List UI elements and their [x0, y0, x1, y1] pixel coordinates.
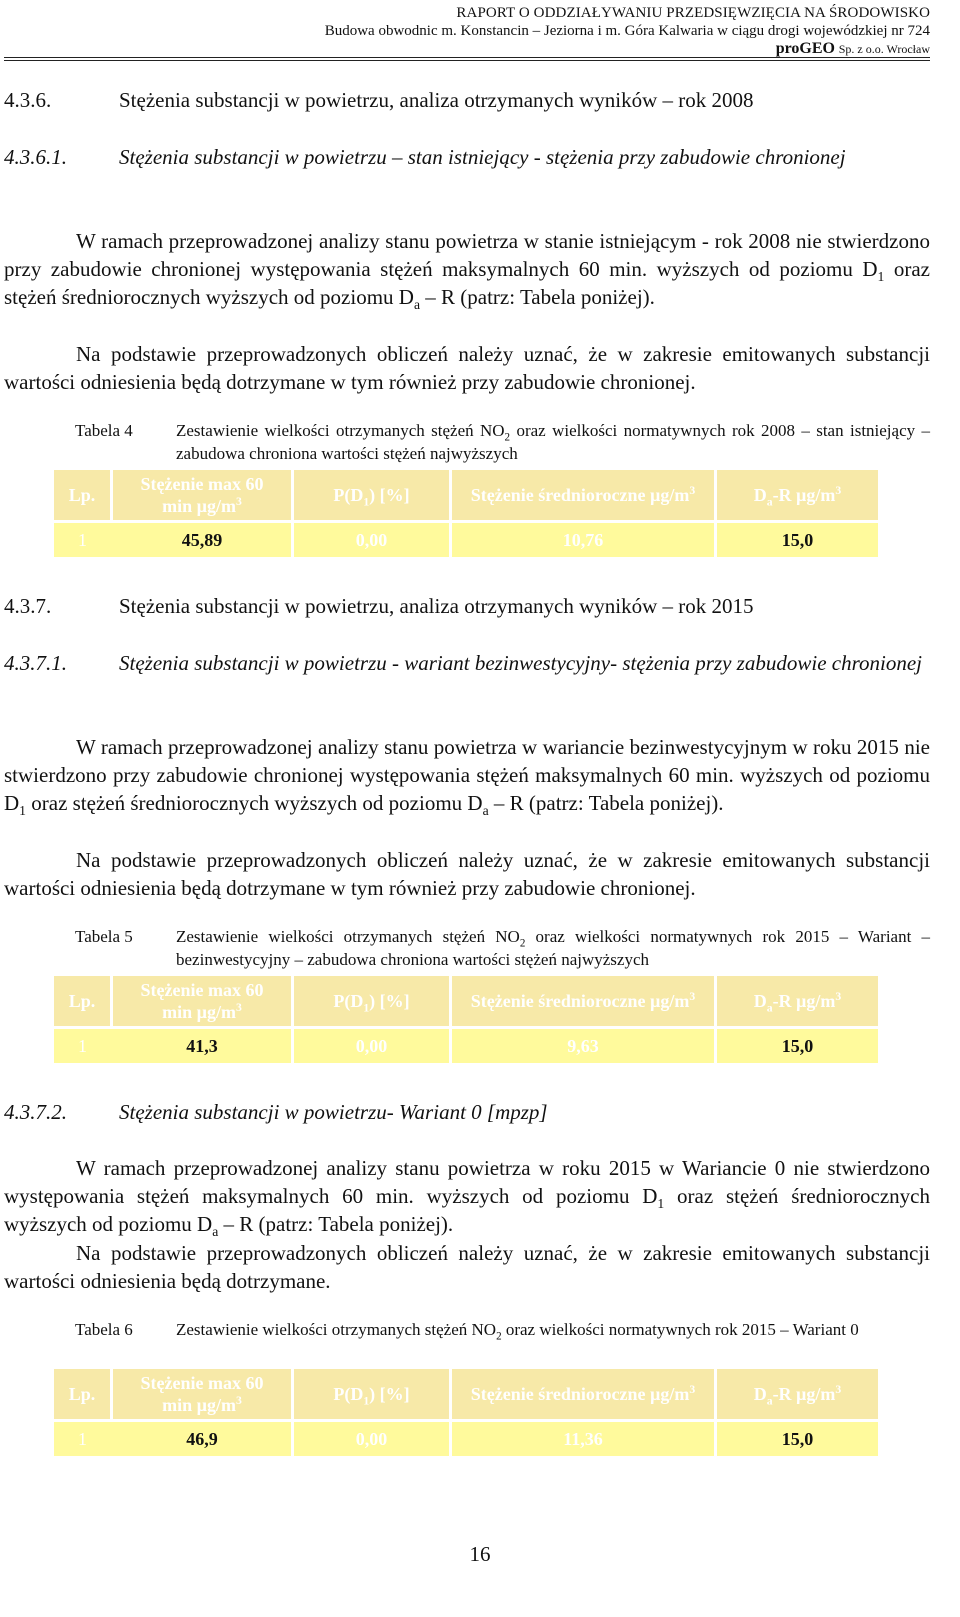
cell-annual: 11,36	[452, 1422, 714, 1456]
subsection-number: 4.3.6.1.	[4, 145, 67, 169]
col-lp: Lp.	[54, 1369, 110, 1419]
report-title: RAPORT O ODDZIAŁYWANIU PRZEDSIĘWZIĘCIA NA ŚRODOWISKO	[456, 5, 930, 21]
col-annual: Stężenie średnioroczne $\mu g/m^3$	[452, 1369, 714, 1419]
report-header	[230, 4, 930, 58]
cell-lp: 1	[54, 1029, 134, 1063]
paragraph: W ramach przeprowadzonej analizy stanu powietrza w stanie istniejącym - rok 2008 nie stwierdzono przy zabudowie chronionej występowania stężeń maksymalnych 60 min. wyższych od poziomu $D_1$ oraz stężeń średniorocznych wyższych od poziomu $D_a$ – R (patrz: Tabela poniżej).	[4, 229, 930, 313]
col-max60: Stężenie max 60 $\min \mu g/m^3$	[113, 470, 291, 520]
cell-da-r: 15,0	[717, 1029, 878, 1063]
table-header-row	[54, 470, 878, 520]
cell-pd1: 0,00	[294, 1422, 449, 1456]
cell-annual: 9,63	[452, 1029, 714, 1063]
table-label: Tabela 5	[75, 927, 133, 946]
subsection-number: 4.3.7.2.	[4, 1100, 67, 1124]
col-pd1: $P(D_1)$ [%]	[294, 470, 449, 520]
cell-annual: 10,76	[452, 523, 714, 557]
col-max60: Stężenie max 60 $\min \mu g/m^3$	[113, 1369, 291, 1419]
cell-max60: 46,9	[113, 1422, 291, 1456]
table-row	[54, 1029, 878, 1063]
company-name: proGEO	[775, 40, 835, 57]
paragraph: Na podstawie przeprowadzonych obliczeń należy uznać, że w zakresie emitowanych substancji wartości odniesienia będą dotrzymane.	[4, 1241, 930, 1293]
col-max60: Stężenie max 60 $\min \mu g/m^3$	[113, 976, 291, 1026]
col-da-r: $D_a-R$ $\mu g/m^3$	[717, 470, 878, 520]
col-da-r: $D_a-R$ $\mu g/m^3$	[717, 1369, 878, 1419]
project-title: Budowa obwodnic m. Konstancin – Jeziorna i m. Góra Kalwaria w ciągu drogi wojewódzkiej nr 724	[324, 23, 930, 39]
page-number: 16	[469, 1542, 491, 1566]
col-pd1: $P(D_1)$ [%]	[294, 1369, 449, 1419]
table-label: Tabela 6	[75, 1320, 133, 1339]
table-label: Tabela 4	[75, 421, 133, 440]
cell-lp: 1	[54, 1422, 134, 1456]
cell-max60: 45,89	[113, 523, 291, 557]
section-number: 4.3.6.	[4, 88, 52, 112]
cell-lp: 1	[54, 523, 134, 557]
subsection-number: 4.3.7.1.	[4, 651, 67, 675]
section-title: Stężenia substancji w powietrzu, analiza otrzymanych wyników – rok 2015	[119, 594, 754, 618]
cell-pd1: 0,00	[294, 1029, 449, 1063]
header-rule-2	[4, 60, 930, 61]
cell-max60: 41,3	[113, 1029, 291, 1063]
col-annual: Stężenie średnioroczne $\mu g/m^3$	[452, 976, 714, 1026]
table-caption-text: Zestawienie wielkości otrzymanych stężeń $NO_2$ oraz wielkości normatywnych rok 2015 – Wariant – bezinwestycyjny – zabudowa chroniona wartości stężeń najwyższych	[176, 927, 930, 969]
paragraph: W ramach przeprowadzonej analizy stanu powietrza w roku 2015 w Wariancie 0 nie stwierdzono występowania stężeń maksymalnych 60 min. wyższych od poziomu $D_1$ oraz stężeń średniorocznych wyższych od poziomu $D_a$ – R (patrz: Tabela poniżej).	[4, 1156, 930, 1240]
header-rule	[4, 57, 930, 58]
section-title: Stężenia substancji w powietrzu, analiza otrzymanych wyników – rok 2008	[119, 88, 754, 112]
cell-da-r: 15,0	[717, 1422, 878, 1456]
table-header-row	[54, 1369, 878, 1419]
col-da-r: $D_a-R$ $\mu g/m^3$	[717, 976, 878, 1026]
paragraph: Na podstawie przeprowadzonych obliczeń należy uznać, że w zakresie emitowanych substancji wartości odniesienia będą dotrzymane w tym również przy zabudowie chronionej.	[4, 848, 930, 900]
table-row	[54, 523, 878, 557]
table-row	[54, 1422, 878, 1456]
table-header-row	[54, 976, 878, 1026]
cell-pd1: 0,00	[294, 523, 449, 557]
col-annual: Stężenie średnioroczne $\mu g/m^3$	[452, 470, 714, 520]
paragraph: Na podstawie przeprowadzonych obliczeń należy uznać, że w zakresie emitowanych substancji wartości odniesienia będą dotrzymane w tym również przy zabudowie chronionej.	[4, 342, 930, 394]
paragraph: W ramach przeprowadzonej analizy stanu powietrza w wariancie bezinwestycyjnym w roku 2015 nie stwierdzono przy zabudowie chronionej występowania stężeń maksymalnych 60 min. wyższych od poziomu $D_1$ oraz stężeń średniorocznych wyższych od poziomu $D_a$ – R (patrz: Tabela poniżej).	[4, 735, 930, 819]
table-caption-text: Zestawienie wielkości otrzymanych stężeń $NO_2$ oraz wielkości normatywnych rok 2008 – stan istniejący – zabudowa chroniona wartości stężeń najwyższych	[176, 421, 930, 463]
col-pd1: $P(D_1)$ [%]	[294, 976, 449, 1026]
table-caption-text: Zestawienie wielkości otrzymanych stężeń $NO_2$ oraz wielkości normatywnych rok 2015 – Wariant 0	[176, 1320, 859, 1343]
subsection-title: Stężenia substancji w powietrzu - wariant bezinwestycyjny- stężenia przy zabudowie chronionej	[119, 651, 922, 675]
company-line	[230, 40, 930, 58]
subsection-title: Stężenia substancji w powietrzu – stan istniejący - stężenia przy zabudowie chronionej	[119, 145, 846, 169]
subsection-title: Stężenia substancji w powietrzu- Wariant 0 [mpzp]	[119, 1100, 548, 1124]
col-lp: Lp.	[54, 976, 110, 1026]
cell-da-r: 15,0	[717, 523, 878, 557]
col-lp: Lp.	[54, 470, 110, 520]
company-suffix: Sp. z o.o. Wrocław	[838, 42, 930, 56]
section-number: 4.3.7.	[4, 594, 52, 618]
